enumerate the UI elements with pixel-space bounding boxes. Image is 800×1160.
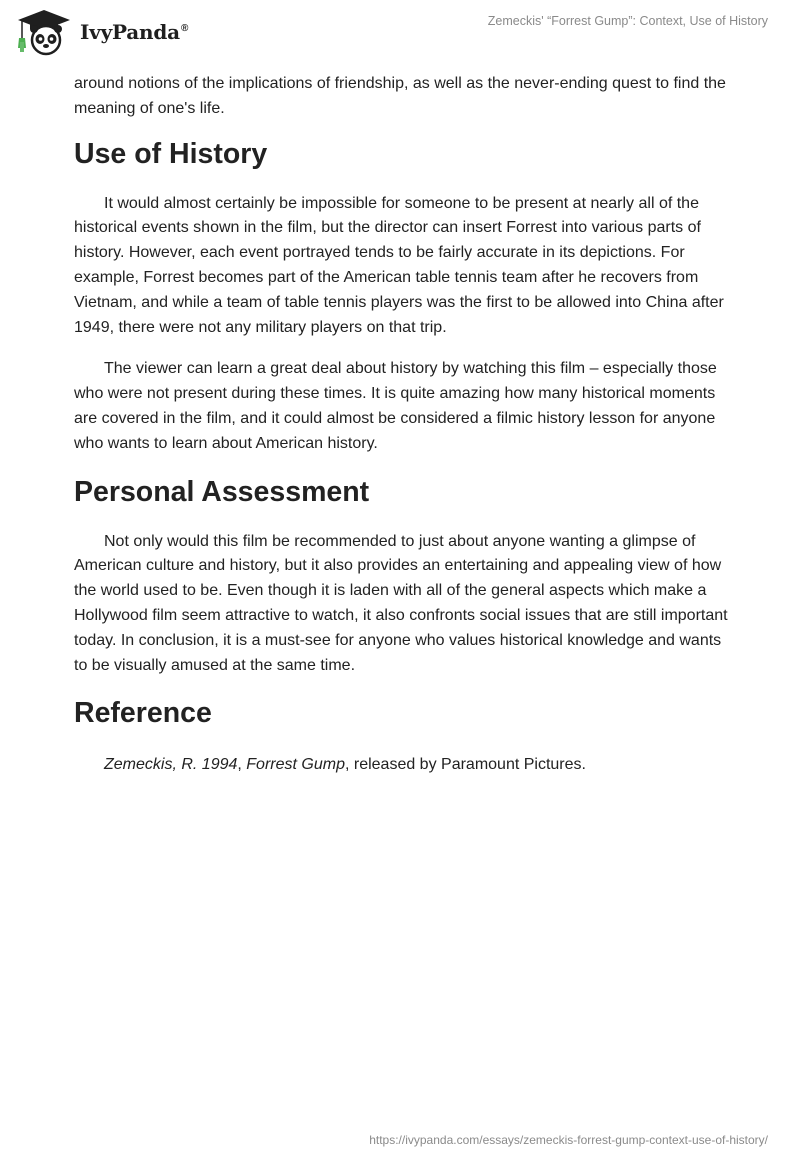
- document-title: Zemeckis' “Forrest Gump”: Context, Use of History: [487, 14, 768, 28]
- reference-title: Forrest Gump: [246, 756, 345, 774]
- reference-publisher: , released by Paramount Pictures.: [344, 756, 586, 774]
- reference-separator: ,: [237, 756, 247, 774]
- page-header: [0, 0, 800, 64]
- ivypanda-logo[interactable]: [16, 8, 188, 56]
- heading-reference: Reference: [74, 697, 212, 730]
- heading-personal-assessment: Personal Assessment: [74, 475, 370, 508]
- paragraph: The viewer can learn a great deal about history by watching this film – especially those who were not present during these times. It is quite amazing how many historical moments are covered in the film, and it could almost be considered a filmic history lesson for anyone who wants to learn about American history.: [74, 360, 717, 452]
- logo-wordmark: IvyPanda®: [80, 20, 189, 44]
- paragraph: It would almost certainly be impossible for someone to be present at nearly all of the historical events shown in the film, but the director can insert Forrest into various parts of history. However, each event portrayed tends to be fairly accurate in its depictions. For example, Forrest becomes part of the American table tennis team after he recovers from Vietnam, and while a team of table tennis players was the first to be allowed into China after 1949, there were not any military players on that trip.: [74, 194, 724, 336]
- intro-fragment: around notions of the implications of friendship, as well as the never-ending quest to find the meaning of one's life.: [74, 75, 726, 117]
- reference-author-year: Zemeckis, R. 1994: [104, 756, 238, 774]
- essay-body: [74, 72, 734, 778]
- paragraph: Not only would this film be recommended to just about anyone wanting a glimpse of American culture and history, but it also provides an entertaining and appealing view of how the world used to be. Even though it is laden with all of the general aspects which make a Hollywood film seem attractive to watch, it also confronts social issues that are still important today. In conclusion, it is a must-see for anyone who values historical knowledge and wants to be visually amused at the same time.: [74, 532, 728, 674]
- source-url-link[interactable]: https://ivypanda.com/essays/zemeckis-forrest-gump-context-use-of-history/: [369, 1133, 768, 1147]
- heading-use-of-history: Use of History: [74, 137, 268, 170]
- panda-logo-icon: [16, 8, 74, 56]
- reference-entry: [74, 753, 734, 778]
